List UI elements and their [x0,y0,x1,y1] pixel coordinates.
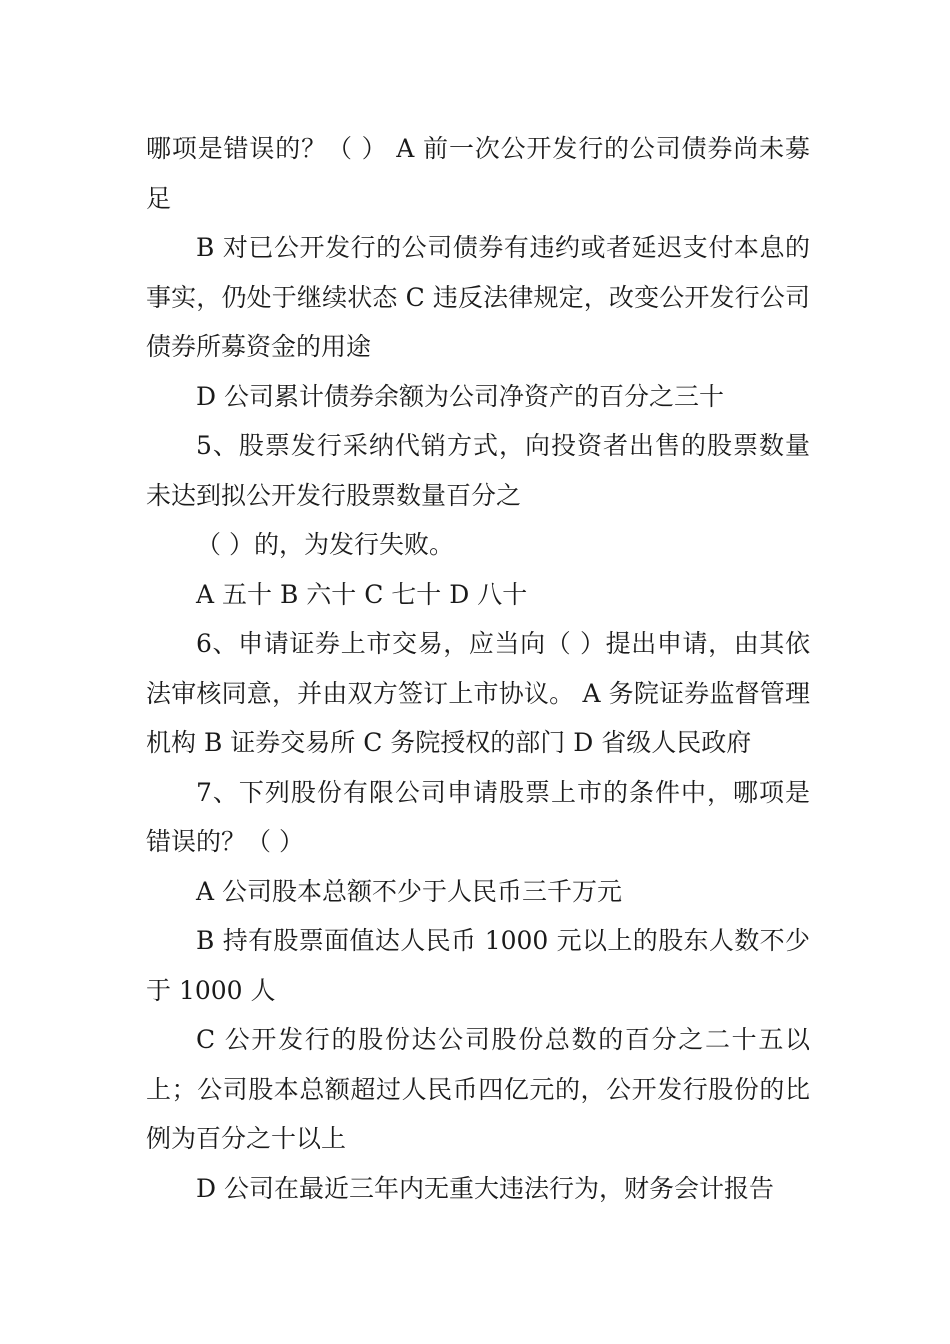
paragraph-option-d: D 公司累计债券余额为公司净资产的百分之三十 [196,381,724,411]
document-body [146,124,810,1213]
paragraph-option-b-c: B 对已公开发行的公司债券有违约或者延迟支付本息的事实，仍处于继续状态 C 违反法律规定，改变公开发行公司债券所募资金的用途 [146,233,810,361]
paragraph-question-7-option-a: A 公司股本总额不少于人民币三千万元 [196,876,623,906]
paragraph-question-7: 7、下列股份有限公司申请股票上市的条件中，哪项是错误的？（ ） [146,777,810,856]
paragraph-question-7-option-d: D 公司在最近三年内无重大违法行为，财务会计报告 [196,1173,774,1203]
paragraph-question-5-blank: （ ）的，为发行失败。 [196,530,454,559]
paragraph-question-5-options: A 五十 B 六十 C 七十 D 八十 [196,579,528,609]
paragraph-question-5: 5、股票发行采纳代销方式，向投资者出售的股票数量未达到拟公开发行股票数量百分之 [146,431,810,510]
paragraph-question-7-option-c: C 公开发行的股份达公司股份总数的百分之二十五以上；公司股本总额超过人民币四亿元的，公开发行股份的比例为百分之十以上 [146,1025,810,1153]
paragraph-question-4-continued: 哪项是错误的？（ ） A 前一次公开发行的公司债券尚未募足 [146,134,810,213]
paragraph-question-7-option-b: B 持有股票面值达人民币 1000 元以上的股东人数不少于 1000 人 [146,926,810,1005]
paragraph-question-6: 6、申请证券上市交易，应当向（ ）提出申请，由其依法审核同意，并由双方签订上市协议。 A 务院证券监督管理机构 B 证券交易所 C 务院授权的部门 D 省级人民政府 [146,629,810,757]
